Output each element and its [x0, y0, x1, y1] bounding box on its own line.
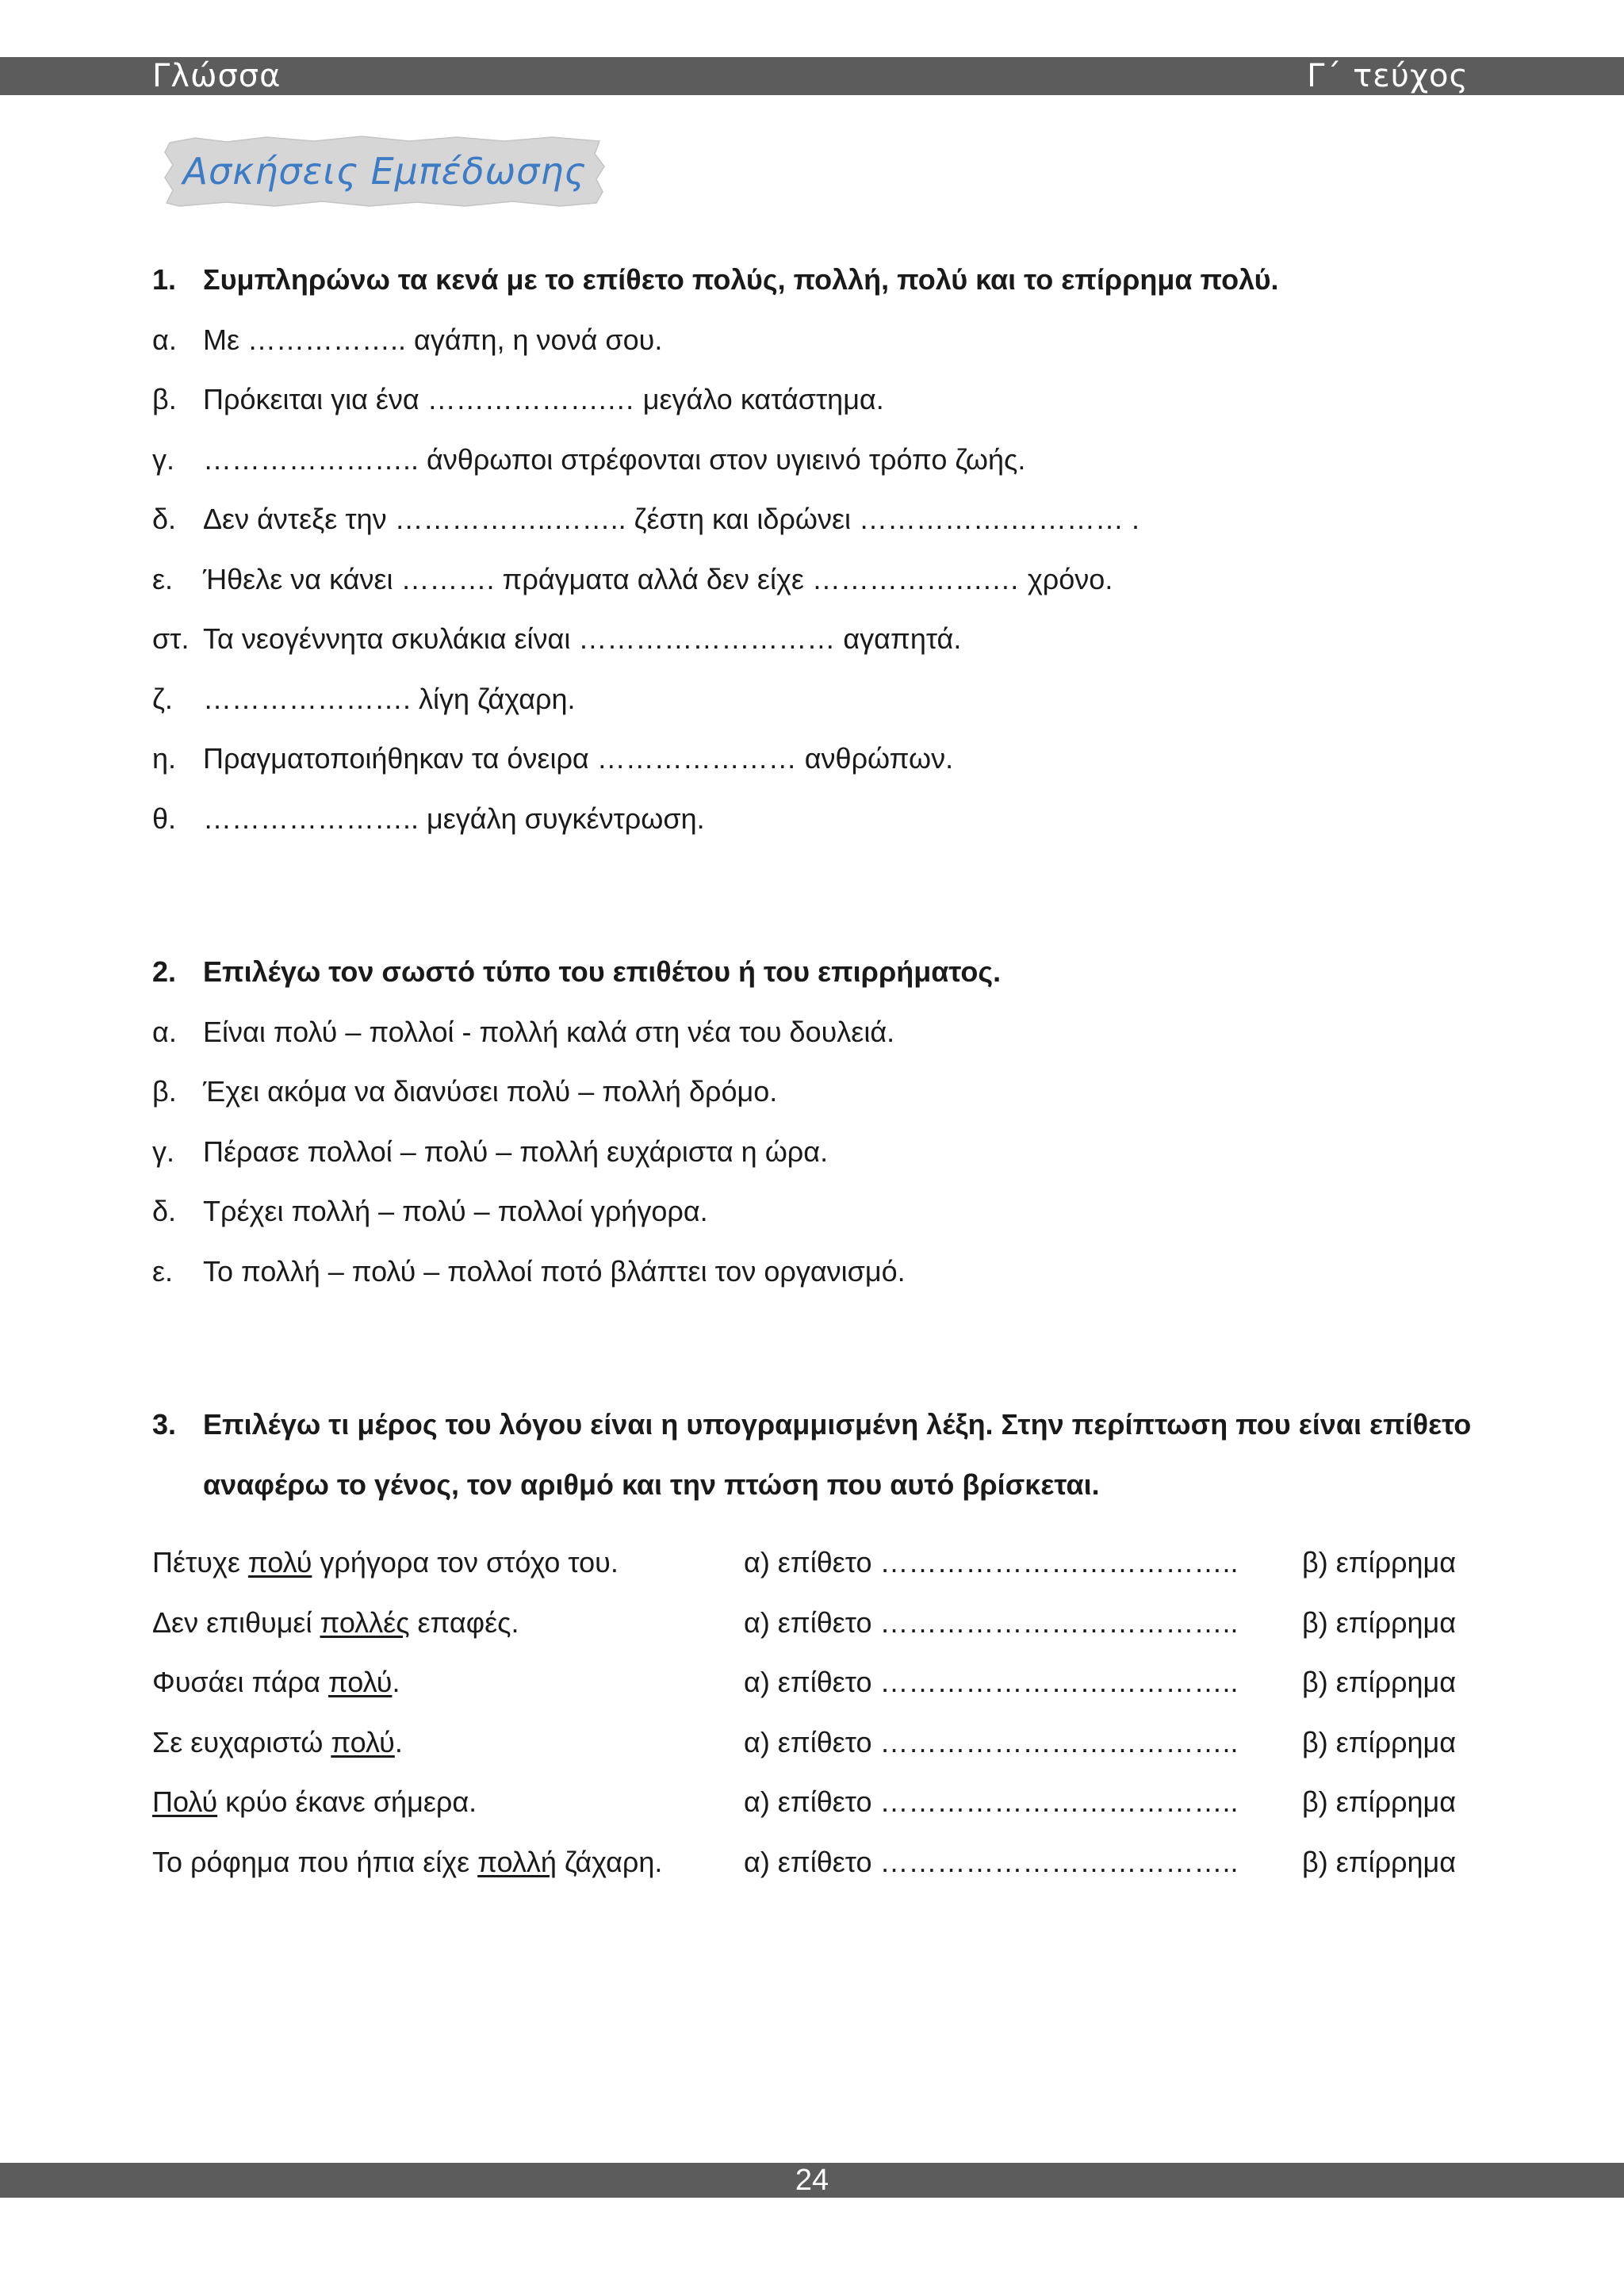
- item-text: Με …………….. αγάπη, η νονά σου.: [203, 323, 663, 356]
- sentence: Φυσάει πάρα πολύ.: [152, 1666, 400, 1698]
- item-text: ………………….. άνθρωποι στρέφονται στον υγιεινό τρόπο ζωής.: [203, 443, 1026, 476]
- option-adjective: α) επίθετο ………………………………..: [744, 1546, 1239, 1578]
- item-text: Πρόκειται για ένα ……………….… μεγάλο κατάστημα.: [203, 383, 884, 415]
- issue-label: Γ΄ τεύχος: [1307, 58, 1469, 94]
- item-text: ………………….. μεγάλη συγκέντρωση.: [203, 802, 705, 835]
- underlined-word: πολύ: [327, 1666, 393, 1698]
- sentence: Το ρόφημα που ήπια είχε πολλή ζάχαρη.: [152, 1846, 663, 1878]
- sentence: Πολύ κρύο έκανε σήμερα.: [152, 1785, 477, 1818]
- item-text: Τρέχει πολλή – πολύ – πολλοί γρήγορα.: [203, 1195, 708, 1227]
- option-adverb: β) επίρρημα: [1302, 1785, 1457, 1818]
- item-text: Το πολλή – πολύ – πολλοί ποτό βλάπτει τον οργανισμό.: [203, 1255, 906, 1288]
- underlined-word: Πολύ: [152, 1785, 218, 1818]
- exercise-instruction: Συμπληρώνω τα κενά με το επίθετο πολύς, πολλή, πολύ και το επίρρημα πολύ.: [203, 263, 1279, 296]
- option-adjective: α) επίθετο ………………………………..: [744, 1606, 1239, 1639]
- banner-title: Ασκήσεις Εμπέδωσης: [182, 150, 587, 193]
- option-adverb: β) επίρρημα: [1302, 1846, 1457, 1878]
- item-text: Έχει ακόμα να διανύσει πολύ – πολλή δρόμο.: [203, 1075, 778, 1108]
- underlined-word: πολύ: [331, 1726, 395, 1758]
- item-marker: η.: [152, 742, 177, 775]
- header-bar: [0, 57, 1624, 95]
- exercise-instruction: Επιλέγω τι μέρος του λόγου είναι η υπογραμμισμένη λέξη. Στην περίπτωση που είναι επίθετο: [203, 1408, 1472, 1441]
- item-text: Δεν άντεξε την ……………..…….. ζέστη και ιδρώνει …………….………… .: [203, 503, 1140, 535]
- option-adjective: α) επίθετο ………………………………..: [744, 1785, 1239, 1818]
- exercise-instruction: αναφέρω το γένος, τον αριθμό και την πτώση που αυτό βρίσκεται.: [203, 1468, 1100, 1501]
- item-marker: στ.: [152, 622, 190, 655]
- exercise-number: 3.: [152, 1408, 177, 1441]
- subject-title: Γλώσσα: [152, 58, 282, 94]
- option-adjective: α) επίθετο ………………………………..: [744, 1666, 1239, 1698]
- item-marker: α.: [152, 1016, 177, 1048]
- option-adjective: α) επίθετο ………………………………..: [744, 1846, 1239, 1878]
- item-marker: θ.: [152, 802, 177, 835]
- item-text: Τα νεογέννητα σκυλάκια είναι ……………………… αγαπητά.: [203, 622, 962, 655]
- item-marker: δ.: [152, 503, 177, 535]
- option-adverb: β) επίρρημα: [1302, 1606, 1457, 1639]
- item-marker: δ.: [152, 1195, 177, 1227]
- item-marker: γ.: [152, 1135, 175, 1168]
- item-marker: α.: [152, 323, 177, 356]
- item-text: …………………. λίγη ζάχαρη.: [203, 683, 576, 715]
- item-text: Ήθελε να κάνει ………. πράγματα αλλά δεν είχε ……………….… χρόνο.: [203, 563, 1113, 595]
- exercise-instruction: Επιλέγω τον σωστό τύπο του επιθέτου ή του επιρρήματος.: [203, 955, 1002, 988]
- item-text: Πραγματοποιήθηκαν τα όνειρα ………………… ανθρώπων.: [203, 742, 954, 775]
- item-text: Είναι πολύ – πολλοί - πολλή καλά στη νέα του δουλειά.: [203, 1016, 895, 1048]
- sentence: Δεν επιθυμεί πολλές επαφές.: [152, 1606, 519, 1639]
- exercise-number: 2.: [152, 955, 177, 988]
- item-text: Πέρασε πολλοί – πολύ – πολλή ευχάριστα η ώρα.: [203, 1135, 829, 1168]
- section-banner: [163, 135, 606, 208]
- footer-bar: [0, 2163, 1624, 2198]
- exercise-number: 1.: [152, 263, 177, 296]
- item-marker: ε.: [152, 563, 174, 595]
- option-adverb: β) επίρρημα: [1302, 1546, 1457, 1578]
- item-marker: β.: [152, 383, 177, 415]
- page-number: 24: [795, 2164, 829, 2197]
- option-adverb: β) επίρρημα: [1302, 1666, 1457, 1698]
- item-marker: ζ.: [152, 683, 173, 715]
- option-adverb: β) επίρρημα: [1302, 1726, 1457, 1758]
- item-marker: ε.: [152, 1255, 174, 1288]
- underlined-word: πολύ: [247, 1546, 312, 1578]
- sentence: Σε ευχαριστώ πολύ.: [152, 1726, 403, 1758]
- option-adjective: α) επίθετο ………………………………..: [744, 1726, 1239, 1758]
- sentence: Πέτυχε πολύ γρήγορα τον στόχο του.: [152, 1546, 619, 1578]
- item-marker: β.: [152, 1075, 177, 1108]
- underlined-word: πολλές: [320, 1606, 410, 1639]
- underlined-word: πολλή: [477, 1846, 557, 1878]
- item-marker: γ.: [152, 443, 175, 476]
